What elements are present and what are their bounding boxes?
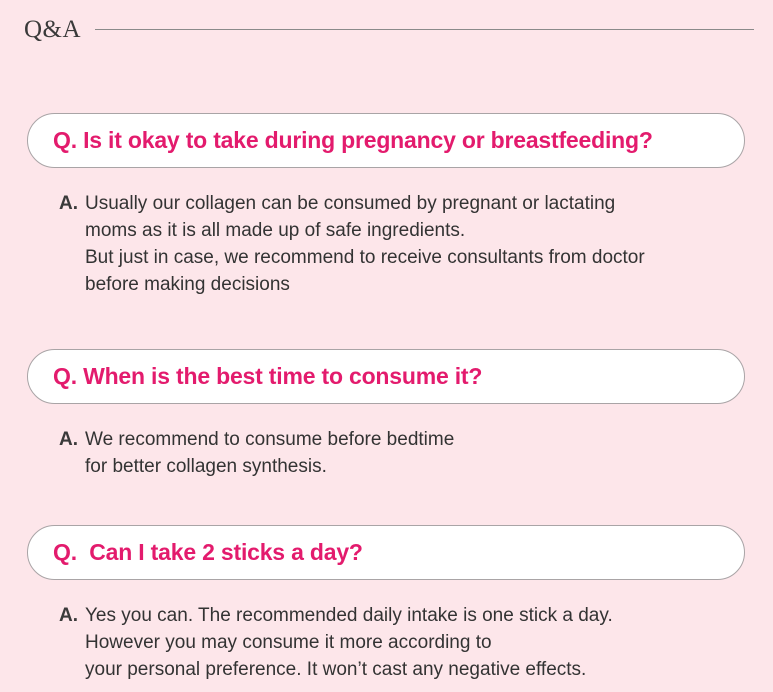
answer-line: before making decisions [85,274,290,295]
faq-item-pregnancy [27,113,745,298]
faq-item-two-sticks [27,525,745,683]
question-text: Q. Is it okay to take during pregnancy or breastfeeding? [53,127,653,153]
question-pill [27,349,745,404]
answer-text [85,602,613,683]
answer-prefix: A. [59,193,78,214]
answer-line: your personal preference. It won’t cast any negative effects. [85,659,587,680]
answer-line: However you may consume it more according to [85,632,492,653]
answer-line: Usually our collagen can be consumed by pregnant or lactating [85,193,616,214]
answer-text [85,190,645,298]
page-title: Q&A [24,15,82,43]
answer-line: for better collagen synthesis. [85,456,327,477]
answer-block [27,426,745,480]
answer-block [27,602,745,683]
answer-line: But just in case, we recommend to receive consultants from doctor [85,247,645,268]
answer-block [27,190,745,298]
answer-text [85,426,454,480]
answer-line: moms as it is all made up of safe ingredients. [85,220,466,241]
answer-prefix: A. [59,605,78,626]
header-divider [95,29,754,30]
qa-header [24,12,754,46]
answer-line: We recommend to consume before bedtime [85,429,455,450]
faq-item-best-time [27,349,745,480]
question-pill [27,113,745,168]
answer-line: Yes you can. The recommended daily intake is one stick a day. [85,605,613,626]
answer-prefix: A. [59,429,78,450]
question-text: Q. When is the best time to consume it? [53,363,483,389]
question-pill [27,525,745,580]
question-text: Q. Can I take 2 sticks a day? [53,539,363,565]
